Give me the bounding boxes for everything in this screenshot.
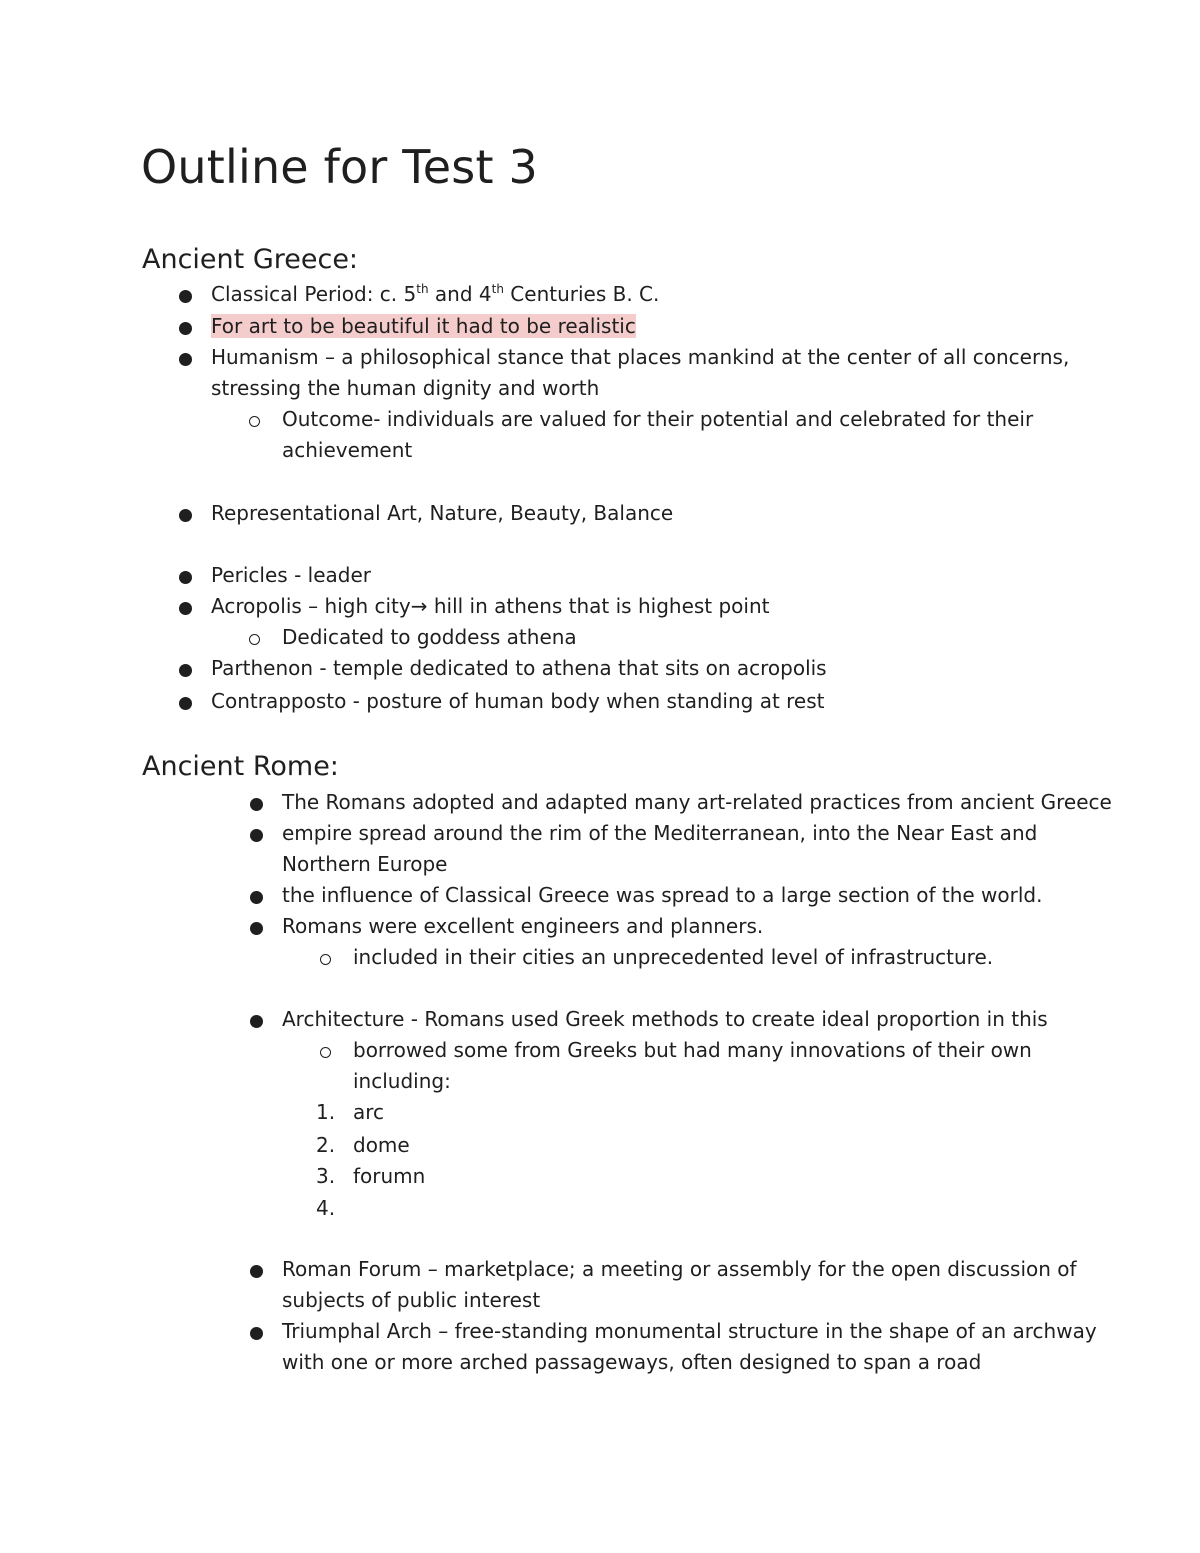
bullet-circle-icon bbox=[320, 1047, 331, 1058]
list-number: 1. bbox=[316, 1100, 336, 1124]
section-heading-rome: Ancient Rome: bbox=[142, 751, 339, 782]
numbered-item-arc: arc bbox=[353, 1100, 385, 1124]
list-item-triumphal-arch: Triumphal Arch – free-standing monumental structure in the shape of an archway bbox=[282, 1319, 1097, 1343]
list-item-pericles: Pericles - leader bbox=[211, 563, 371, 587]
bullet-disc-icon bbox=[250, 891, 263, 904]
list-item-influence: the influence of Classical Greece was spread to a large section of the world. bbox=[282, 883, 1043, 907]
bullet-disc-icon bbox=[179, 602, 192, 615]
superscript: th bbox=[416, 282, 429, 296]
document-title: Outline for Test 3 bbox=[141, 140, 538, 194]
list-item-roman-forum-cont: subjects of public interest bbox=[282, 1288, 541, 1312]
numbered-item-dome: dome bbox=[353, 1133, 410, 1157]
sub-item-infrastructure: included in their cities an unprecedented level of infrastructure. bbox=[353, 945, 994, 969]
bullet-disc-icon bbox=[250, 1015, 263, 1028]
sub-item-outcome: Outcome- individuals are valued for their potential and celebrated for their bbox=[282, 407, 1034, 431]
list-number: 3. bbox=[316, 1164, 336, 1188]
list-item-triumphal-arch-cont: with one or more arched passageways, often designed to span a road bbox=[282, 1350, 982, 1374]
bullet-disc-icon bbox=[250, 1265, 263, 1278]
list-item-humanism: Humanism – a philosophical stance that places mankind at the center of all concerns, bbox=[211, 345, 1070, 369]
list-item-acropolis: Acropolis – high city→ hill in athens that is highest point bbox=[211, 594, 770, 618]
sub-item-borrowed-cont: including: bbox=[353, 1069, 451, 1093]
bullet-disc-icon bbox=[179, 509, 192, 522]
list-number: 4. bbox=[316, 1196, 336, 1220]
list-item-text: and 4 bbox=[428, 282, 492, 306]
list-item-classical-period bbox=[211, 279, 659, 310]
list-item-romans-adopted: The Romans adopted and adapted many art-related practices from ancient Greece bbox=[282, 790, 1112, 814]
list-item-roman-forum: Roman Forum – marketplace; a meeting or assembly for the open discussion of bbox=[282, 1257, 1077, 1281]
list-item-art-realistic bbox=[211, 311, 636, 342]
list-item-architecture: Architecture - Romans used Greek methods to create ideal proportion in this bbox=[282, 1007, 1048, 1031]
list-item-empire-spread-cont: Northern Europe bbox=[282, 852, 448, 876]
bullet-disc-icon bbox=[250, 922, 263, 935]
bullet-circle-icon bbox=[320, 954, 331, 965]
bullet-disc-icon bbox=[250, 1327, 263, 1340]
bullet-circle-icon bbox=[249, 416, 260, 427]
sub-item-athena: Dedicated to goddess athena bbox=[282, 625, 577, 649]
bullet-disc-icon bbox=[250, 798, 263, 811]
list-item-humanism-cont: stressing the human dignity and worth bbox=[211, 376, 600, 400]
list-item-representational-art: Representational Art, Nature, Beauty, Balance bbox=[211, 501, 674, 525]
list-item-text: Centuries B. C. bbox=[503, 282, 660, 306]
bullet-disc-icon bbox=[179, 290, 192, 303]
bullet-circle-icon bbox=[249, 634, 260, 645]
list-item-contrapposto: Contrapposto - posture of human body when standing at rest bbox=[211, 689, 825, 713]
section-heading-greece: Ancient Greece: bbox=[142, 244, 359, 275]
list-item-parthenon: Parthenon - temple dedicated to athena that sits on acropolis bbox=[211, 656, 827, 680]
sub-item-outcome-cont: achievement bbox=[282, 438, 413, 462]
list-item-engineers: Romans were excellent engineers and planners. bbox=[282, 914, 764, 938]
bullet-disc-icon bbox=[179, 664, 192, 677]
bullet-disc-icon bbox=[250, 829, 263, 842]
bullet-disc-icon bbox=[179, 353, 192, 366]
list-number: 2. bbox=[316, 1133, 336, 1157]
numbered-item-forumn: forumn bbox=[353, 1164, 426, 1188]
highlighted-text: For art to be beautiful it had to be realistic bbox=[211, 314, 636, 338]
superscript: th bbox=[491, 282, 504, 296]
bullet-disc-icon bbox=[179, 697, 192, 710]
bullet-disc-icon bbox=[179, 322, 192, 335]
sub-item-borrowed: borrowed some from Greeks but had many innovations of their own bbox=[353, 1038, 1032, 1062]
list-item-text: Classical Period: c. 5 bbox=[211, 282, 417, 306]
list-item-empire-spread: empire spread around the rim of the Mediterranean, into the Near East and bbox=[282, 821, 1038, 845]
bullet-disc-icon bbox=[179, 571, 192, 584]
